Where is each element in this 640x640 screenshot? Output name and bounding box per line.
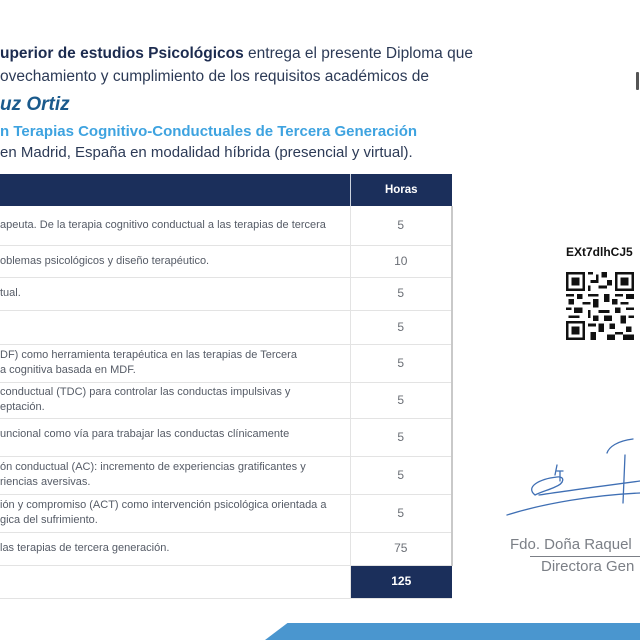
signer-role: Directora Gen — [541, 558, 635, 575]
row-hours: 5 — [350, 310, 452, 344]
footer-accent-band — [265, 623, 640, 640]
institution-name: uperior de estudios Psicológicos — [0, 45, 244, 62]
row-desc-line1: tual. — [0, 287, 21, 299]
table-row — [0, 206, 452, 245]
qr-code-icon — [566, 272, 634, 340]
row-desc-line1: DF) como herramienta terapéutica en las terapias de Tercera — [0, 349, 297, 361]
signature-line — [530, 556, 640, 557]
row-hours: 5 — [350, 382, 452, 418]
row-desc-line2: gica del sufrimiento. — [0, 514, 98, 526]
diploma-intro-text — [0, 42, 480, 88]
edge-mark — [636, 72, 639, 90]
course-hours-table — [0, 174, 453, 599]
table-row — [0, 277, 452, 310]
row-hours: 5 — [350, 494, 452, 532]
row-desc-line2: riencias aversivas. — [0, 476, 91, 488]
row-desc-line1: oblemas psicológicos y diseño terapéutico. — [0, 254, 210, 267]
table-total-row — [0, 565, 452, 598]
recipient-name: uz Ortiz — [0, 94, 70, 115]
table-row — [0, 532, 452, 565]
table-header-row — [0, 174, 452, 206]
table-row — [0, 382, 452, 418]
table-row — [0, 494, 452, 532]
table-row — [0, 245, 452, 277]
signature-icon — [505, 435, 640, 525]
program-location: en Madrid, España en modalidad híbrida (presencial y virtual). — [0, 144, 413, 161]
intro-line-1-rest: entrega el presente Diploma que — [243, 45, 473, 62]
row-desc-line2: a cognitiva basada en MDF. — [0, 364, 136, 376]
header-description — [0, 174, 350, 206]
row-hours: 5 — [350, 206, 452, 245]
row-desc-line1: apeuta. De la terapia cognitivo conductual a las terapias de tercera — [0, 218, 326, 231]
header-hours: Horas — [350, 174, 452, 206]
intro-line-1 — [0, 42, 480, 65]
row-hours: 5 — [350, 344, 452, 382]
row-desc-line1: ión y compromiso (ACT) como intervención psicológica orientada a — [0, 499, 327, 511]
program-title: n Terapias Cognitivo-Conductuales de Tercera Generación — [0, 123, 418, 140]
total-label — [0, 565, 350, 598]
row-hours: 5 — [350, 418, 452, 456]
row-hours: 5 — [350, 277, 452, 310]
row-hours: 10 — [350, 245, 452, 277]
verification-code: EXt7dlhCJ5 — [566, 245, 633, 259]
row-desc-line1: conductual (TDC) para controlar las conductas impulsivas y — [0, 386, 291, 398]
row-desc-line1: las terapias de tercera generación. — [0, 542, 170, 554]
total-hours: 125 — [350, 565, 452, 598]
row-desc-line2: eptación. — [0, 401, 45, 413]
row-hours: 5 — [350, 456, 452, 494]
row-hours: 75 — [350, 532, 452, 565]
table-row — [0, 418, 452, 456]
row-desc-line1: ón conductual (AC): incremento de experiencias gratificantes y — [0, 461, 306, 473]
intro-line-2: ovechamiento y cumplimiento de los requisitos académicos de — [0, 68, 430, 85]
table-row — [0, 310, 452, 344]
signer-name: Fdo. Doña Raquel — [510, 536, 632, 553]
table-row — [0, 456, 452, 494]
row-desc-line1: uncional como vía para trabajar las conductas clínicamente — [0, 427, 290, 440]
table-row — [0, 344, 452, 382]
